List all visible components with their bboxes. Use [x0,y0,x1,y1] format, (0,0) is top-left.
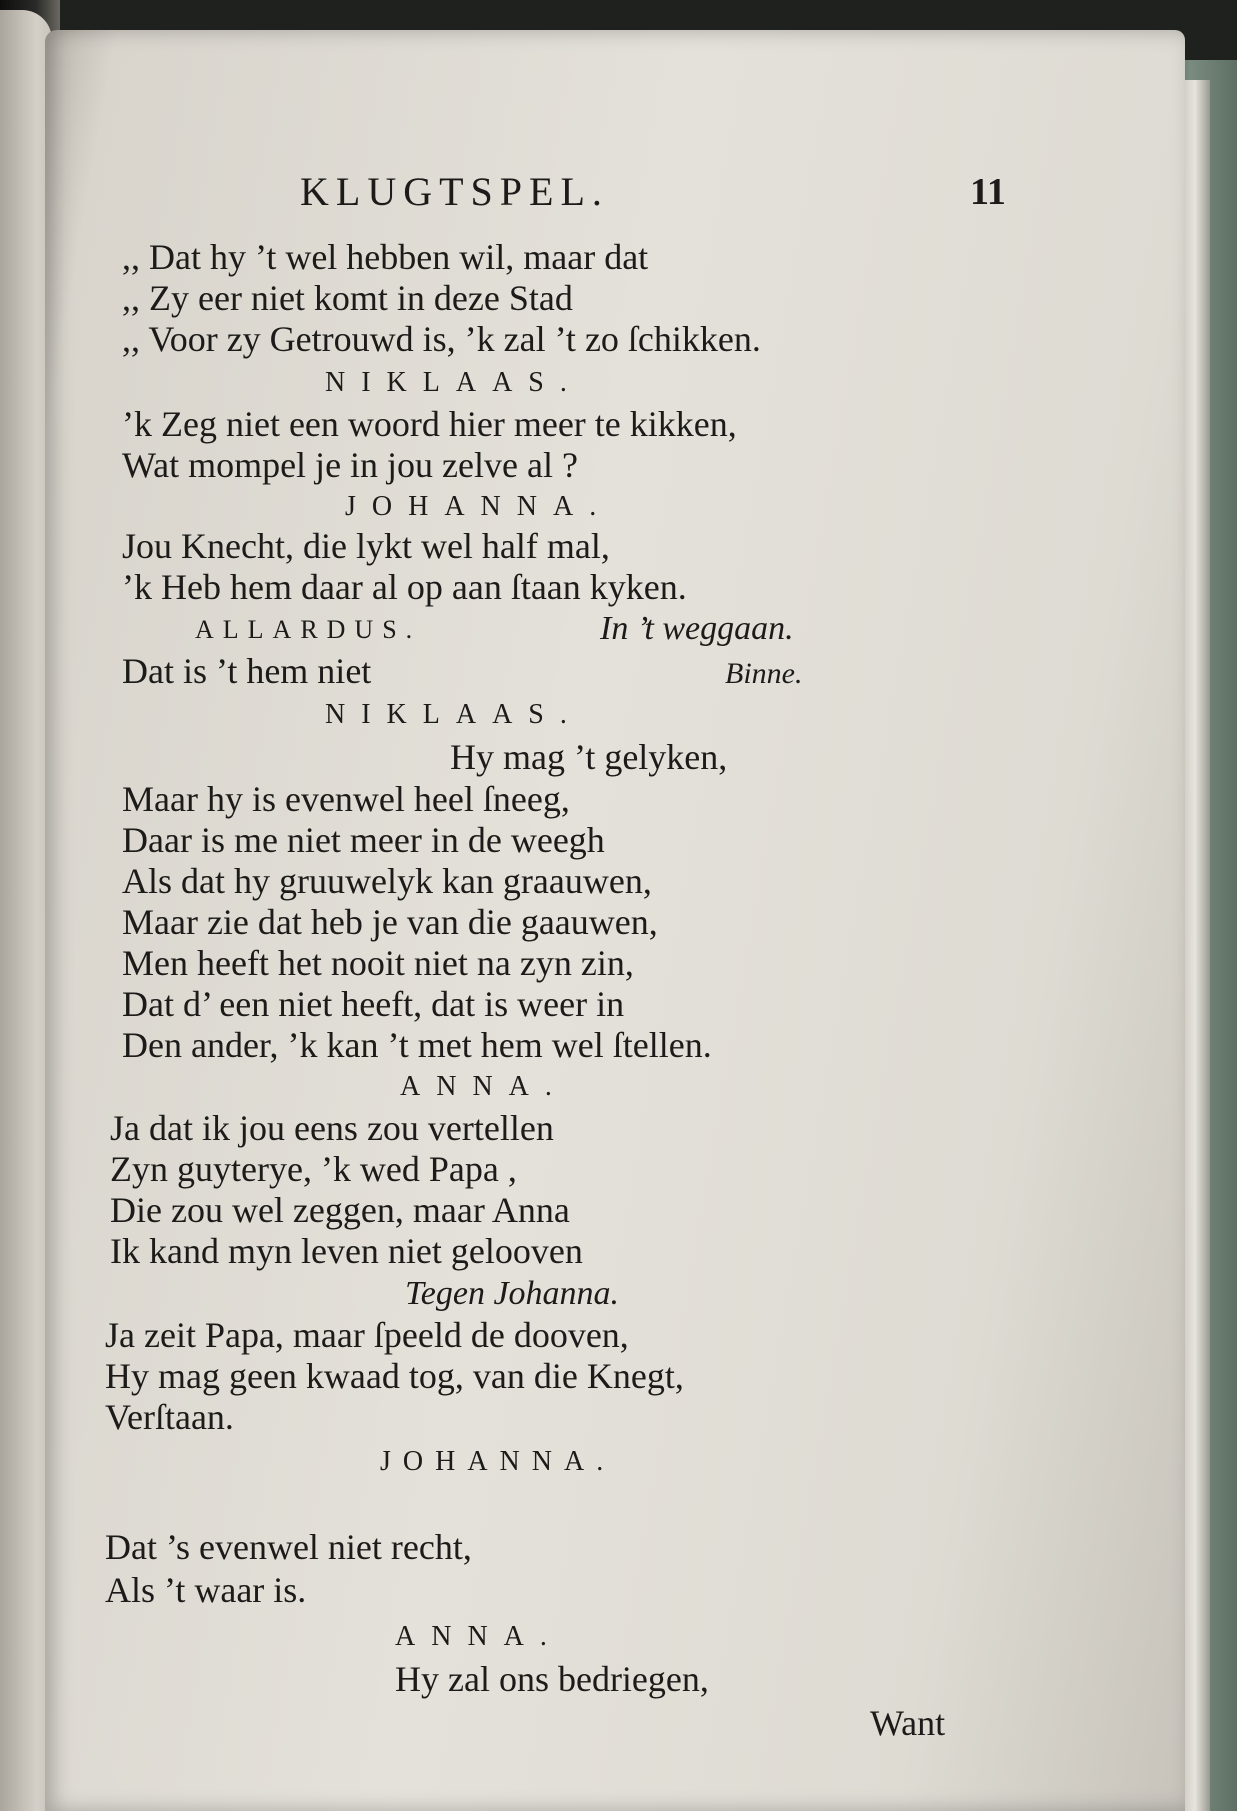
verse-line: Dat ’s evenwel niet recht, [105,1527,472,1567]
speaker-name: ANNA. [400,1071,568,1102]
verse-line: Ja dat ik jou eens zou vertellen [110,1108,554,1148]
verse-line: Dat is ’t hem niet [122,651,372,691]
verse-line: Ik kand myn leven niet gelooven [110,1231,583,1271]
verse-line: Hy mag geen kwaad tog, van die Knegt, [105,1356,684,1396]
verse-line: Den ander, ’k kan ’t met hem wel ſtellen. [122,1025,712,1065]
speaker-name: JOHANNA. [345,491,613,522]
running-header: KLUGTSPEL. [300,169,609,214]
speaker-name: NIKLAAS. [325,367,583,398]
verse-line: Hy zal ons bedriegen, [395,1659,709,1699]
verse-line: Jou Knecht, die lykt wel half mal, [122,526,610,566]
verse-line: Zyn guyterye, ’k wed Papa , [110,1149,517,1189]
verse-line: ,, Voor zy Getrouwd is, ’k zal ’t zo ſchikken. [122,319,761,359]
verse-line: Verſtaan. [105,1397,234,1437]
speaker-name: JOHANNA. [380,1446,616,1477]
verse-line: ,, Dat hy ’t wel hebben wil, maar dat [122,237,649,277]
book-page [45,30,1185,1811]
verse-line: Ja zeit Papa, maar ſpeeld de dooven, [105,1315,629,1355]
verse-line: Die zou wel zeggen, maar Anna [110,1190,570,1230]
verse-line: Hy mag ’t gelyken, [450,737,728,777]
verse-line: ’k Zeg niet een woord hier meer te kikken, [122,404,737,444]
verse-line: Als dat hy gruuwelyk kan graauwen, [122,861,652,901]
verse-line: Als ’t waar is. [105,1570,307,1610]
stage-direction: In ’t weggaan. [600,610,794,647]
speaker-name: ALLARDUS. [195,615,422,644]
stage-direction: Tegen Johanna. [405,1275,620,1312]
verse-line: Maar zie dat heb je van die gaauwen, [122,902,658,942]
verse-line: Dat d’ een niet heeft, dat is weer in [122,984,625,1024]
verse-line: ’k Heb hem daar al op aan ſtaan kyken. [122,567,687,607]
speaker-name: NIKLAAS. [325,699,583,730]
verse-line: Wat mompel je in jou zelve al ? [122,445,578,485]
bleed-through-text [825,210,1125,530]
verse-line: ,, Zy eer niet komt in deze Stad [122,278,573,318]
speaker-name: ANNA. [395,1621,563,1652]
catchword: Want [870,1703,946,1743]
stage-direction: Binne. [725,657,803,690]
verse-line: Daar is me niet meer in de weegh [122,820,605,860]
page-number: 11 [970,171,1006,213]
verse-line: Men heeft het nooit niet na zyn zin, [122,943,634,983]
verse-line: Maar hy is evenwel heel ſneeg, [122,779,570,819]
